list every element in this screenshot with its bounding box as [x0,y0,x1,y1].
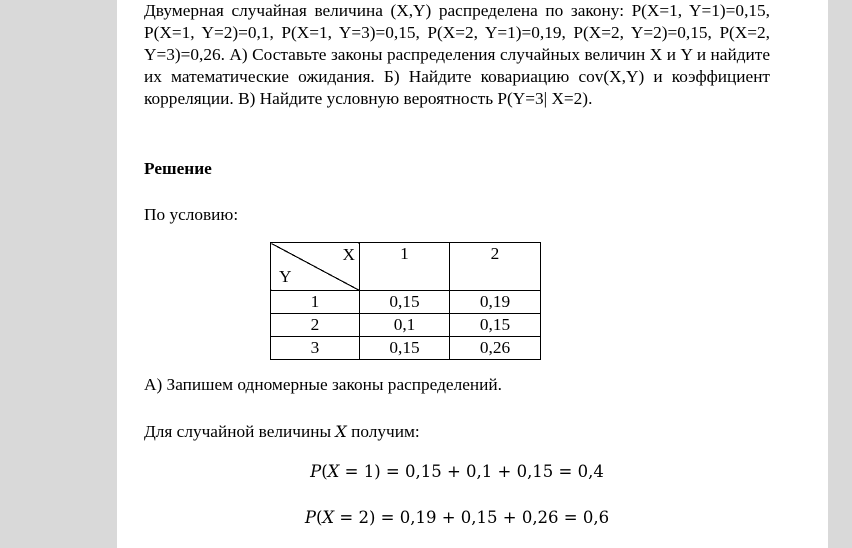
distribution-table [270,242,541,360]
table-cell: 0,15 [360,337,450,360]
table-header-row [271,243,541,291]
problem-statement: Двумерная случайная величина (X,Y) распределена по закону: P(X=1, Y=1)=0,15, P(X=1, Y=2)=0,1, P(X=1, Y=3)=0,15, P(X=2, Y=1)=0,19, P(X=2, Y=2)=0,15, P(X=2, Y=3)=0,26. А) Составьте законы распределения случайных величин X и Y и найдите их математические ожидания. Б) Найдите ковариацию cov(X,Y) и коэффициент корреляции. В) Найдите условную вероятность P(Y=3| X=2). [144,1,770,108]
table-row-y: 2 [271,314,360,337]
corner-x-label: X [342,245,355,264]
right-gutter [828,0,852,548]
for-x-text [144,421,420,443]
table-row [271,337,541,360]
table-header-x2: 2 [450,243,541,291]
document-page [117,0,828,548]
table-corner-cell [271,243,360,291]
table-cell: 0,26 [450,337,541,360]
formula-px2: 𝑃(𝑋 = 2) = 0,19 + 0,15 + 0,26 = 0,6 [304,508,610,527]
table-header-x1: 1 [360,243,450,291]
table-row [271,291,541,314]
table-row [271,314,541,337]
table-cell: 0,15 [450,314,541,337]
for-x-after: получим: [346,422,420,441]
table-row-y: 1 [271,291,360,314]
table-row-y: 3 [271,337,360,360]
corner-y-label: Y [279,267,292,286]
formula-px1: 𝑃(𝑋 = 1) = 0,15 + 0,1 + 0,15 = 0,4 [310,462,604,481]
for-x-before: Для случайной величины [144,422,336,441]
solution-heading: Решение [144,159,212,178]
for-x-variable: X [335,422,347,441]
condition-text: По условию: [144,205,239,224]
table-cell: 0,1 [360,314,450,337]
table-cell: 0,15 [360,291,450,314]
document-content [144,0,770,527]
table-cell: 0,19 [450,291,541,314]
left-gutter [0,0,117,548]
section-a-text: А) Запишем одномерные законы распределений. [144,375,502,394]
